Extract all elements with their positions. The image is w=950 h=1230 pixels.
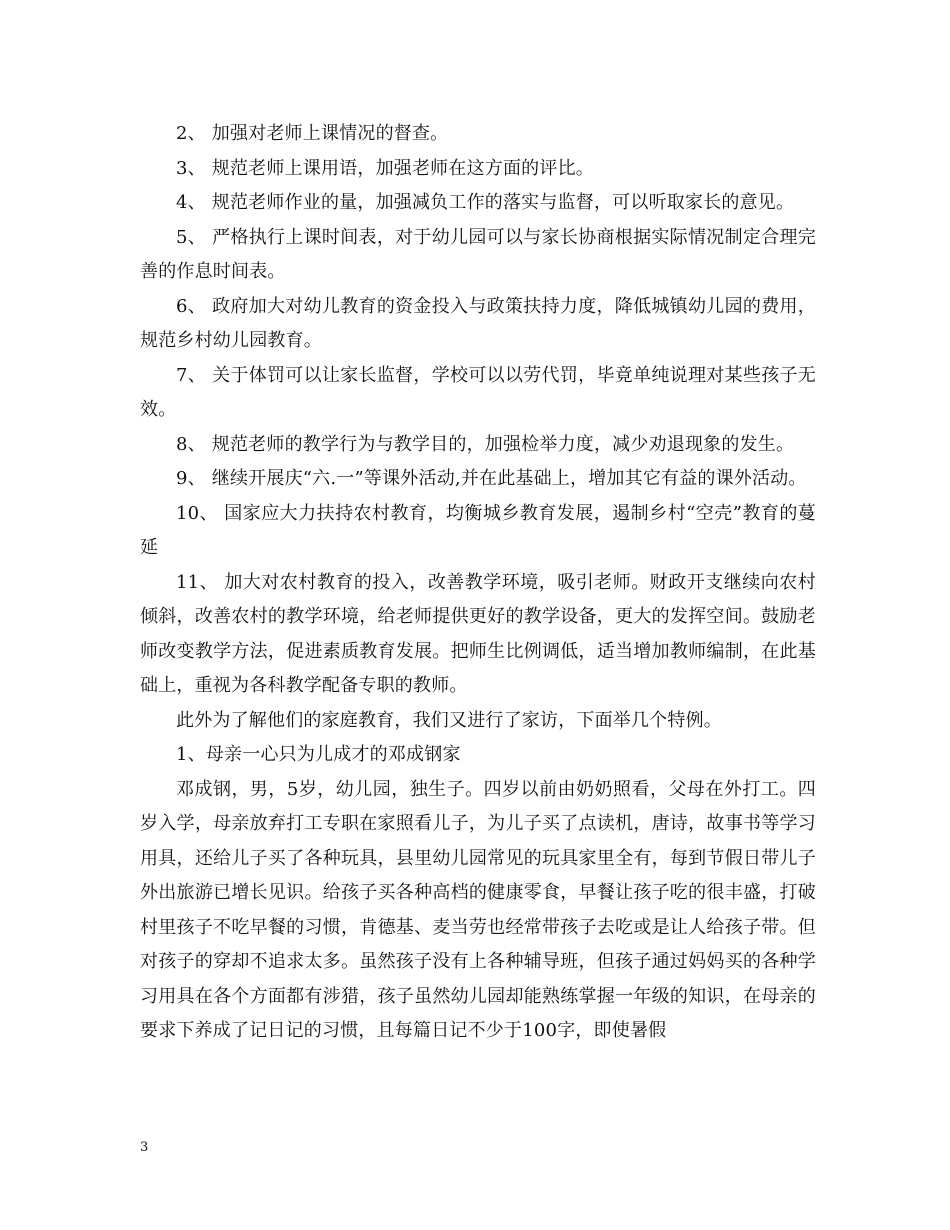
list-item: 9、 继续开展庆“六.一”等课外活动,并在此基础上，增加其它有益的课外活动。 (176, 468, 807, 489)
page-number: 3 (140, 1140, 149, 1155)
list-item: 7、 关于体罚可以让家长监督，学校可以以劳代罚，毕竟单纯说理对某些孩子无效。 (140, 364, 816, 420)
section-heading: 1、母亲一心只为儿成才的邓成钢家 (176, 744, 461, 765)
list-item: 2、 加强对老师上课情况的督查。 (176, 123, 449, 144)
paragraph: 此外为了解他们的家庭教育，我们又进行了家访，下面举几个特例。 (176, 709, 722, 731)
list-item: 10、 国家应大力扶持农村教育，均衡城乡教育发展，遏制乡村“空壳”教育的蔓延 (140, 502, 816, 558)
paragraph: 邓成钢，男，5岁，幼儿园，独生子。四岁以前由奶奶照看，父母在外打工。四岁入学，母亲放弃打工专职在家照看儿子，为儿子买了点读机，唐诗，故事书等学习用具，还给儿子买了各种玩具，县里幼儿园常见的玩具家里全有，每到节假日带儿子外出旅游已增长见识。给孩子买各种高档的健康零食，早餐让孩子吃的很丰盛，打破村里孩子不吃早餐的习惯，肯德基、麦当劳也经常带孩子去吃或是让人给孩子带。但对孩子的穿却不追求太多。虽然孩子没有上各种辅导班，但孩子通过妈妈买的各种学习用具在各个方面都有涉猎，孩子虽然幼儿园却能熟练掌握一年级的知识，在母亲的要求下养成了记日记的习惯，且每篇日记不少于100字，即使暑假 (140, 778, 816, 1041)
list-item: 3、 规范老师上课用语，加强老师在这方面的评比。 (176, 157, 594, 179)
list-item: 5、 严格执行上课时间表，对于幼儿园可以与家长协商根据实际情况制定合理完善的作息时间表。 (140, 226, 816, 282)
list-item: 11、 加大对农村教育的投入，改善教学环境，吸引老师。财政开支继续向农村倾斜，改善农村的教学环境，给老师提供更好的教学设备，更大的发挥空间。鼓励老师改变教学方法，促进素质教育发展。把师生比例调低，适当增加教师编制，在此基础上，重视为各科教学配备专职的教师。 (140, 571, 816, 696)
list-item: 6、 政府加大对幼儿教育的资金投入与政策扶持力度，降低城镇幼儿园的费用，规范乡村幼儿园教育。 (140, 295, 816, 351)
body-text (140, 117, 816, 1049)
list-item: 8、 规范老师的教学行为与教学目的，加强检举力度，减少劝退现象的发生。 (176, 433, 795, 455)
list-item: 4、 规范老师作业的量，加强减负工作的落实与监督，可以听取家长的意见。 (176, 192, 795, 213)
